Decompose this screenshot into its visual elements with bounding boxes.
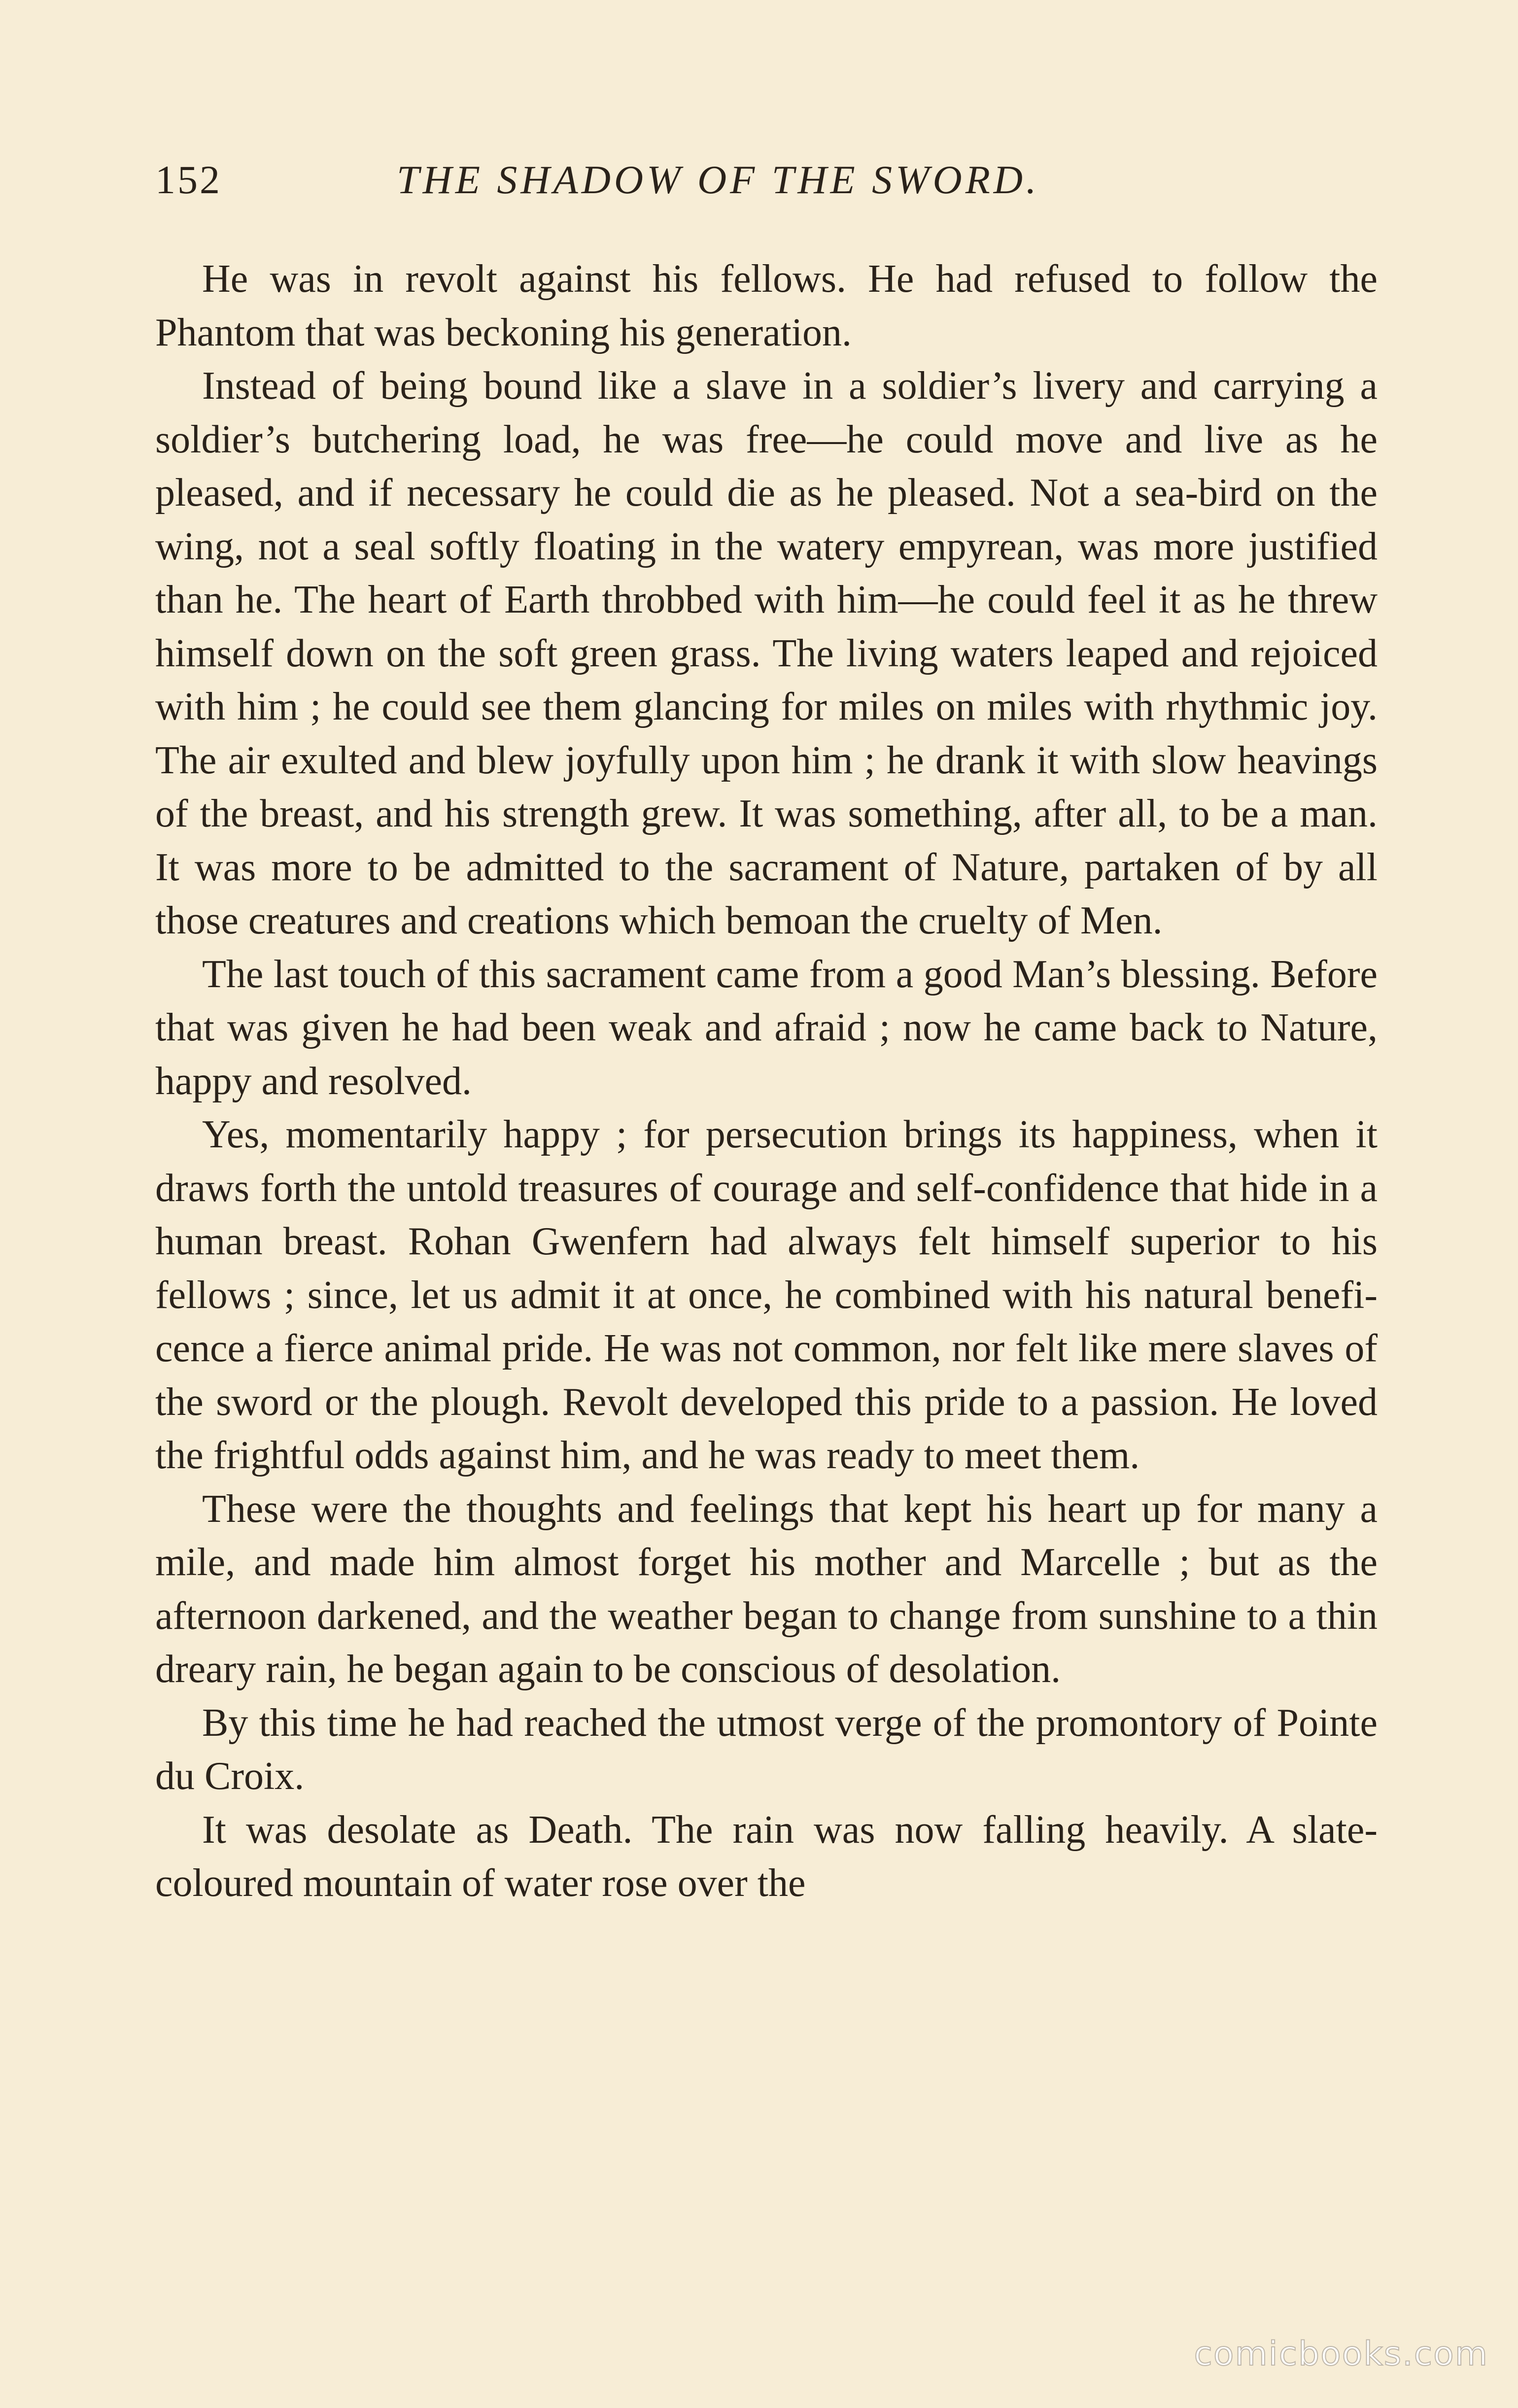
paragraph-promontory: By this time he had reached the utmost verge of the promontory of Pointe du Croix. [155, 1701, 1378, 1798]
paragraph-sacrament: The last touch of this sacrament came from a good Man’s blessing. Before that was given he had been weak and afraid ; now he came back to Nature, happy and resolved. [155, 952, 1378, 1103]
paragraph-freedom: Instead of being bound like a slave in a soldier’s livery and carrying a soldier’s butchering load, he was free—he could move and live as he pleased, and if necessary he could die as he pleased. Not a sea-bird on the wing, not a seal softly floating in the watery empyrean, was more justified than he. The heart of Earth throbbed with him—he could feel it as he threw himself down on the soft green grass. The living waters leaped and rejoiced with him ; he could see them glancing for miles on miles with rhythmic joy. The air exulted and blew joyfully upon him ; he drank it with slow heavings of the breast, and his strength grew. It was something, after all, to be a man. It was more to be admitted to the sacrament of Nature, partaken of by all those creatures and creations which bemoan the cruelty of Men. [155, 364, 1378, 942]
body-text [155, 252, 1378, 1910]
paragraph-revolt: He was in revolt against his fellows. He had refused to follow the Phantom that was beckoning his generation. [155, 257, 1378, 354]
paragraph-death: It was desolate as Death. The rain was now falling heavily. A slate-coloured mountain of water rose over the [155, 1808, 1378, 1905]
watermark: comicbooks.com [1194, 2335, 1488, 2374]
paragraph-pride: Yes, momentarily happy ; for persecution brings its happiness, when it draws forth the untold treasures of courage and self-confidence that hide in a human breast. Rohan Gwenfern had always felt himself superior to his fellows ; since, let us admit it at once, he combined with his natural beneficence a fierce animal pride. He was not common, nor felt like mere slaves of the sword or the plough. Revolt developed this pride to a passion. He loved the frightful odds against him, and he was ready to meet them. [155, 1113, 1378, 1477]
running-head [155, 157, 1378, 216]
running-title: THE SHADOW OF THE SWORD. [397, 157, 1040, 202]
paragraph-desolation: These were the thoughts and feelings that kept his heart up for many a mile, and made him almost forget his mother and Marcelle ; but as the afternoon darkened, and the weather began to change from sunshine to a thin dreary rain, he began again to be conscious of desolation. [155, 1487, 1378, 1691]
page-number: 152 [155, 157, 222, 202]
